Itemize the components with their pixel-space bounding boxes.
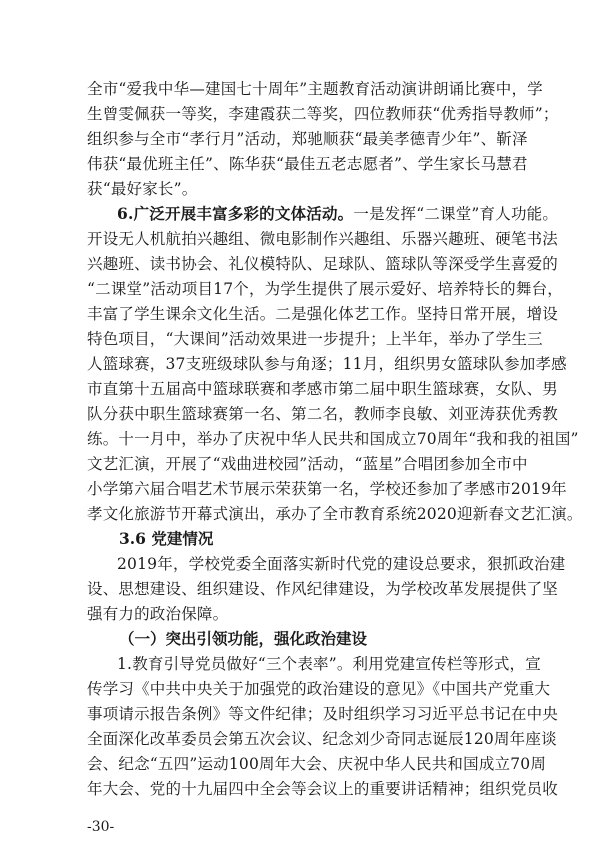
paragraph-first-line	[117, 204, 559, 224]
text-line: 市直第十五届高中篮球联赛和孝感市第二届中职生篮球赛，女队、男	[87, 380, 559, 398]
text-line: 孝文化旅游节开幕式演出，承办了全市教育系统2020迎新春文艺汇演。	[87, 505, 583, 523]
item-heading: 6.广泛开展丰富多彩的文体活动。	[117, 204, 354, 223]
section-heading: 3.6 党建情况	[119, 529, 214, 548]
text-line: 特色项目，“大课间”活动效果进一步提升；上半年，举办了学生三	[87, 330, 543, 348]
text-line: 获“最好家长”。	[87, 180, 198, 198]
text-line: 生曾雯佩获一等奖，李建霞获二等奖，四位教师获“优秀指导教师”；	[87, 105, 559, 123]
text-span: 一是发挥“二课堂”育人功能。	[353, 205, 559, 223]
text-line: 全面深化改革委员会第五次会议、纪念刘少奇同志诞辰120周年座谈	[87, 730, 557, 748]
text-line: 丰富了学生课余文化生活。二是强化体艺工作。坚持日常开展，增设	[87, 305, 559, 323]
text-line: 2019年，学校党委全面落实新时代党的建设总要求，狠抓政治建	[117, 555, 566, 573]
text-line: 1.教育引导党员做好“三个表率”。利用党建宣传栏等形式，宣	[117, 655, 541, 673]
text-line: 练。十一月中，举办了庆祝中华人民共和国成立70周年“我和我的祖国”	[87, 430, 579, 448]
page-number: -30-	[87, 819, 115, 835]
text-line: 年大会、党的十九届四中全会等会议上的重要讲话精神；组织党员收	[87, 780, 559, 798]
text-line: 组织参与全市“孝行月”活动，郑驰顺获“最美孝德青少年”、靳泽	[87, 130, 528, 148]
text-line: “二课堂”活动项目17个，为学生提供了展示爱好、培养特长的舞台，	[87, 280, 563, 298]
text-line: 事项请示报告条例》等文件纪律；及时组织学习习近平总书记在中央	[87, 705, 559, 723]
text-line: 全市“爱我中华—建国七十周年”主题教育活动演讲朗诵比赛中，学	[87, 80, 543, 98]
text-line: 设、思想建设、组织建设、作风纪律建设，为学校改革发展提供了坚	[87, 580, 559, 598]
text-line: 小学第六届合唱艺术节展示荣获第一名，学校还参加了孝感市2019年	[87, 480, 567, 498]
subsection-heading: （一）突出引领功能，强化政治建设	[119, 629, 368, 648]
text-line: 会、纪念“五四”运动100周年大会、庆祝中华人民共和国成立70周	[87, 755, 547, 773]
text-line: 文艺汇演，开展了“戏曲进校园”活动，“蓝星”合唱团参加全市中	[87, 455, 528, 473]
text-line: 伟获“最优班主任”、陈华获“最佳五老志愿者”、学生家长马慧君	[87, 155, 528, 173]
text-line: 强有力的政治保障。	[87, 605, 229, 623]
text-line: 队分获中职生篮球赛第一名、第二名，教师李良敏、刘亚涛获优秀教	[87, 405, 559, 423]
text-line: 人篮球赛，37支班级球队参与角逐；11月，组织男女篮球队参加孝感	[87, 355, 567, 373]
text-line: 兴趣班、读书协会、礼仪模特队、足球队、篮球队等深受学生喜爱的	[87, 255, 559, 273]
text-line: 开设无人机航拍兴趣组、微电影制作兴趣组、乐器兴趣班、硬笔书法	[87, 230, 559, 248]
text-line: 传学习《中共中央关于加强党的政治建设的意见》《中国共产党重大	[87, 680, 551, 698]
